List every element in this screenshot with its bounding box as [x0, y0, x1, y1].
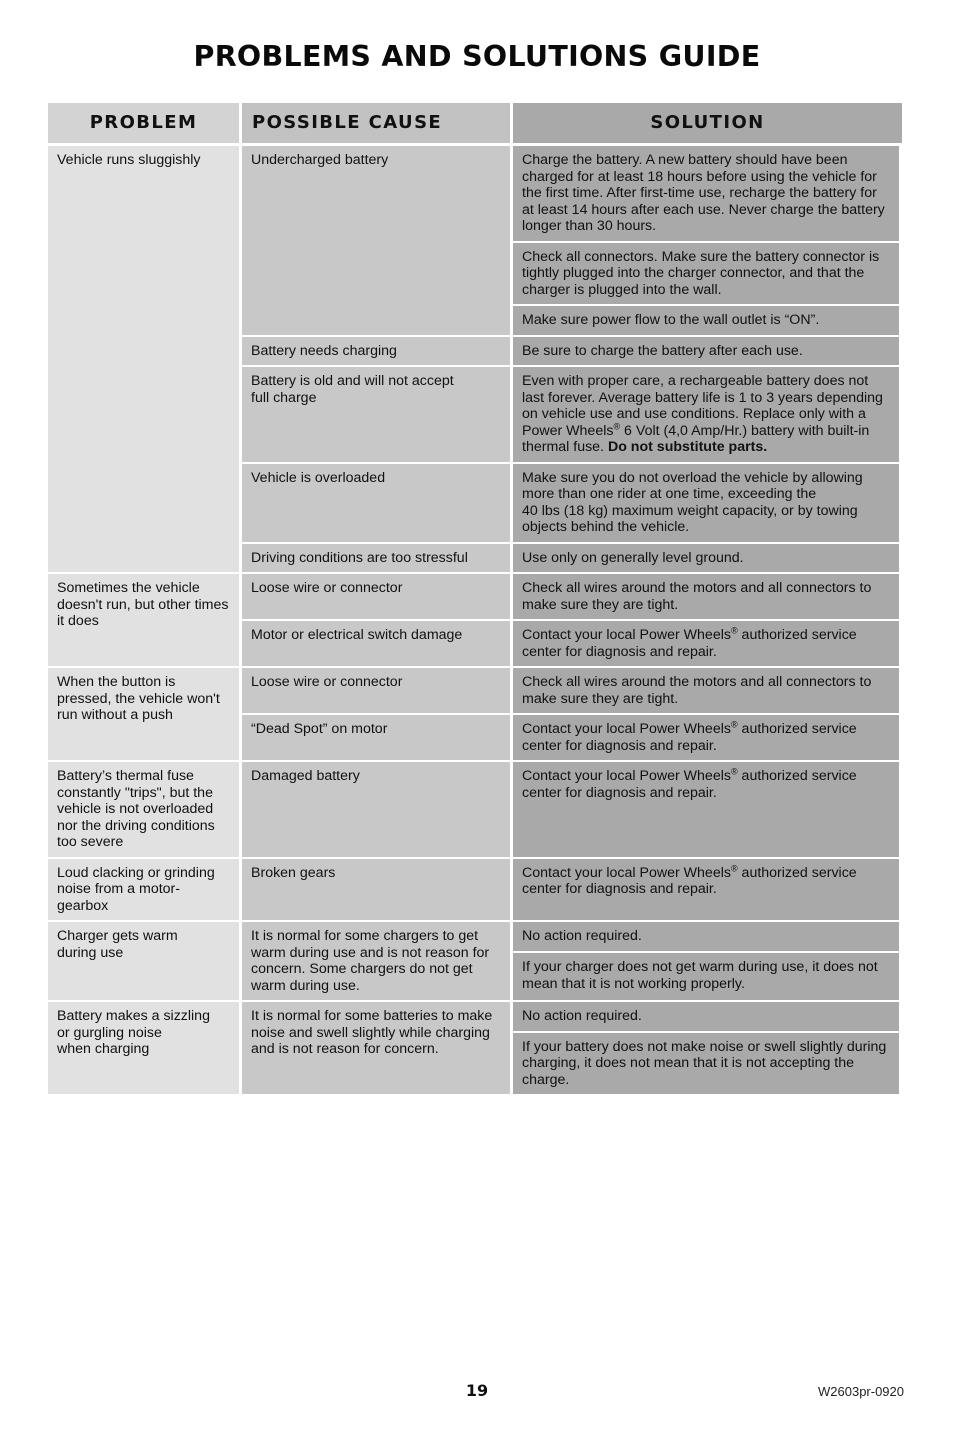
problem-cell: Vehicle runs sluggishly: [48, 146, 242, 574]
problem-text: when charging: [57, 1041, 150, 1057]
solution-text: Contact your local Power Wheels: [522, 864, 731, 881]
cause-cell: Driving conditions are too stressful: [242, 544, 513, 575]
problem-text: Battery makes a sizzling: [57, 1008, 210, 1024]
cause-cell: Battery needs charging: [242, 337, 513, 368]
solution-text: authorized service center for diagnosis and repair.: [522, 768, 857, 801]
cause-cell: Vehicle is overloaded: [242, 464, 513, 544]
table-header-row: [48, 103, 902, 146]
cause-cell: [242, 367, 513, 464]
solution-cell: Check all connectors. Make sure the battery connector is tightly plugged into the charger connector, and that the charger is plugged into the wall.: [513, 243, 902, 307]
solution-text: Even with proper care, a rechargeable battery does not last forever. Average battery life is 1 to 3 years depending on vehicle use and use conditions. Replace only with: [522, 373, 883, 422]
solution-cell: [513, 715, 902, 762]
table-row: [48, 574, 902, 621]
solution-cell: Be sure to charge the battery after each use.: [513, 337, 902, 368]
page-title: PROBLEMS AND SOLUTIONS GUIDE: [193, 40, 761, 73]
solution-cell: Check all wires around the motors and all connectors to make sure they are tight.: [513, 574, 902, 621]
problems-solutions-table: [48, 103, 902, 1096]
solution-text: Contact your local Power Wheels: [522, 721, 731, 737]
problem-text: or gurgling noise: [57, 1024, 162, 1041]
table-row: [48, 762, 902, 859]
solution-text: authorized service center for diagnosis and repair.: [522, 864, 857, 897]
solution-cell: If your battery does not make noise or swell slightly during charging, it does not mean that it is not accepting the charge.: [513, 1033, 902, 1097]
cause-cell: Damaged battery: [242, 762, 513, 859]
cause-cell: Loose wire or connector: [242, 668, 513, 715]
solution-cell: [513, 464, 902, 544]
solution-text: authorized service center for diagnosis and repair.: [522, 721, 857, 754]
solution-cell: [513, 621, 902, 668]
table-row: [48, 922, 902, 953]
document-code: W2603pr-0920: [818, 1384, 904, 1399]
solution-text: 40 lbs (18 kg) maximum weight capacity, or by towing objects behind the vehicle.: [522, 502, 858, 535]
cause-cell: It is normal for some chargers to get warm during use and is not reason for concern. Some chargers do not get warm during use.: [242, 922, 513, 1002]
solution-cell: Check all wires around the motors and all connectors to make sure they are tight.: [513, 668, 902, 715]
solution-cell: If your charger does not get warm during use, it does not mean that it is not working properly.: [513, 953, 902, 1002]
problem-cell: Battery’s thermal fuse constantly "trips", but the vehicle is not overloaded nor the driving conditions too severe: [48, 762, 242, 859]
solution-text: Make sure you do not overload the vehicle by allowing more than one rider at one time, exceeding the: [522, 469, 863, 502]
problem-cell: [48, 1002, 242, 1096]
cause-cell: Loose wire or connector: [242, 574, 513, 621]
table-row: [48, 146, 902, 243]
solution-cell: Make sure power flow to the wall outlet is “ON”.: [513, 306, 902, 337]
solution-text: authorized service center for diagnosis and repair.: [522, 627, 857, 660]
table-row: [48, 1002, 902, 1033]
solution-cell: [513, 859, 902, 923]
cause-cell: Motor or electrical switch damage: [242, 621, 513, 668]
solution-text: Contact your local Power Wheels: [522, 627, 731, 643]
header-solution: SOLUTION: [513, 103, 902, 146]
problem-text: Charger gets warm: [57, 928, 178, 944]
solution-text: a Power Wheels: [522, 406, 866, 439]
cause-text: Battery is old and will not accept: [251, 373, 454, 389]
cause-cell: It is normal for some batteries to make noise and swell slightly while charging and is not reason for concern.: [242, 1002, 513, 1096]
cause-cell: “Dead Spot” on motor: [242, 715, 513, 762]
registered-mark: ®: [730, 766, 738, 777]
solution-cell: No action required.: [513, 922, 902, 953]
problem-cell: Sometimes the vehicle doesn't run, but other times it does: [48, 574, 242, 668]
registered-mark: ®: [730, 862, 738, 873]
solution-cell: No action required.: [513, 1002, 902, 1033]
page-number: 19: [465, 1381, 489, 1400]
solution-cell: Charge the battery. A new battery should have been charged for at least 18 hours before using the vehicle for the first time. After first-time use, recharge the battery for at least 14 hours after each use. Never charge the battery longer than 30 hours.: [513, 146, 902, 243]
problem-cell: [48, 922, 242, 1002]
registered-mark: ®: [613, 420, 621, 431]
cause-cell: Undercharged battery: [242, 146, 513, 337]
table-row: [48, 859, 902, 923]
cause-cell: Broken gears: [242, 859, 513, 923]
registered-mark: ®: [730, 719, 738, 730]
problem-text: during use: [57, 944, 124, 961]
solution-cell: Use only on generally level ground.: [513, 544, 902, 575]
problem-cell: Loud clacking or grinding noise from a motor-gearbox: [48, 859, 242, 923]
cause-text: full charge: [251, 389, 317, 406]
table-row: [48, 668, 902, 715]
header-possible-cause: POSSIBLE CAUSE: [242, 103, 513, 146]
solution-cell: [513, 762, 902, 859]
solution-cell: [513, 367, 902, 464]
problem-cell: When the button is pressed, the vehicle won't run without a push: [48, 668, 242, 762]
header-problem: PROBLEM: [48, 103, 242, 146]
solution-text: Contact your local Power Wheels: [522, 768, 731, 784]
warning-text: Do not substitute parts.: [607, 439, 768, 455]
registered-mark: ®: [730, 625, 738, 636]
solution-text: 6 Volt (4,0 Amp/Hr.) battery with built-in thermal fuse.: [522, 422, 870, 455]
